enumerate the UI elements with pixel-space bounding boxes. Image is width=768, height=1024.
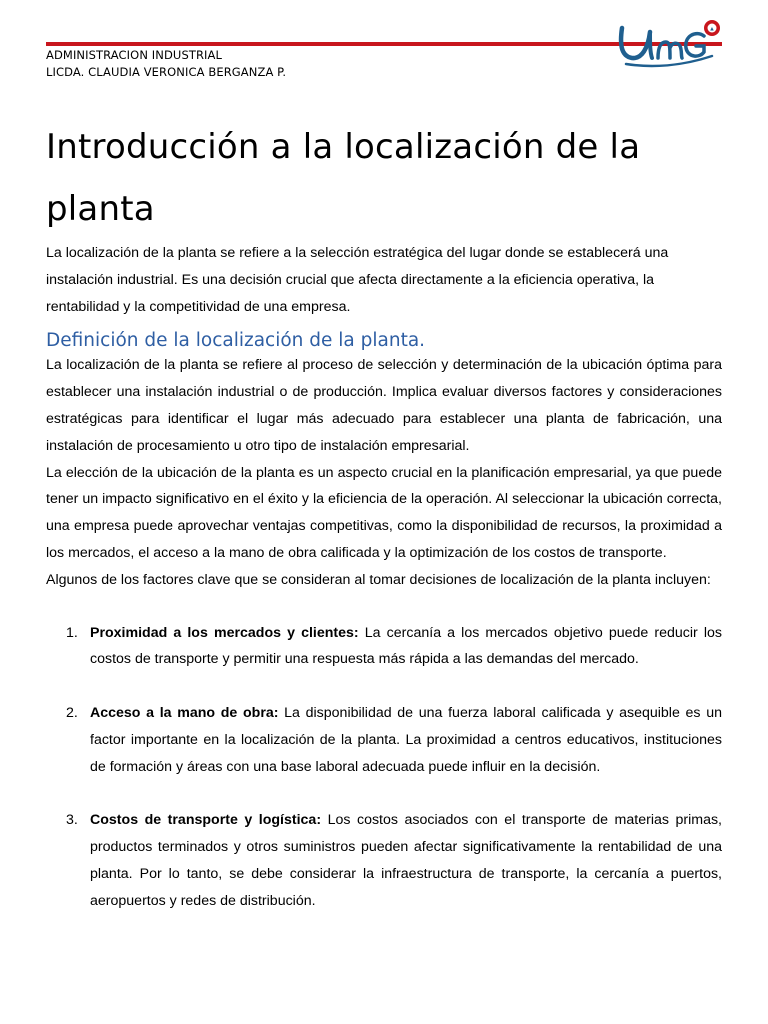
list-item [46,700,722,780]
list-item [46,620,722,674]
list-text: La cercanía a los mercados objetivo puede reducir los costos de transporte y permitir una respuesta más rápida a las demandas del mercado. [90,624,722,668]
page-title: Introducción a la localización de la planta [46,127,641,229]
list-text: La disponibilidad de una fuerza laboral calificada y asequible es un factor importante en la localización de la planta. La proximidad a centros educativos, instituciones de formación y áreas con una base laboral adecuada puede influir en la decisión. [90,704,722,775]
list-number: 1. [66,624,78,641]
list-number: 3. [66,812,78,829]
list-term: Acceso a la mano de obra: [90,704,279,721]
section-heading: Definición de la localización de la planta. [46,330,426,352]
paragraph-1: La localización de la planta se refiere al proceso de selección y determinación de la ubicación óptima para establecer una instalación industrial o de producción. Implica evaluar diversos factores y consideraciones estratégicas para identificar el lugar más adecuado para establecer una planta de fabricación, una instalación de procesamiento u otro tipo de instalación empresarial. [46,357,722,454]
header-teacher: LICDA. CLAUDIA VERONICA BERGANZA P. [46,65,287,79]
paragraph-3: Algunos de los factores clave que se consideran al tomar decisiones de localización de la planta incluyen: [46,571,711,588]
header-course: ADMINISTRACION INDUSTRIAL [46,48,223,62]
paragraph-2: La elección de la ubicación de la planta es un aspecto crucial en la planificación empresarial, ya que puede tener un impacto significativo en el éxito y la eficiencia de la operación. Al seleccionar la ubicación correcta, una empresa puede aprovechar ventajas competitivas, como la disponibilidad de recursos, la proximidad a los mercados, el acceso a la mano de obra calificada y la optimización de los costos de transporte. [46,464,722,561]
document-body [46,116,722,941]
list-item [46,807,722,914]
intro-paragraph: La localización de la planta se refiere a la selección estratégica del lugar donde se establecerá una instalación industrial. Es una decisión crucial que afecta directamente a la eficiencia operativa, la rentabilidad y la competitividad de una empresa. [46,245,669,315]
list-text: Los costos asociados con el transporte de materias primas, productos terminados y otros suministros pueden afectar significativamente la rentabilidad de una planta. Por lo tanto, se debe considerar la infraestructura de transporte, la cercanía a puertos, aeropuertos y redes de distribución. [90,812,722,909]
list-term: Proximidad a los mercados y clientes: [90,624,359,641]
umg-logo [612,18,724,70]
list-number: 2. [66,704,78,721]
factors-list [46,620,722,915]
document-header [46,47,286,81]
logo-seal-text: ▲ [709,26,715,33]
list-term: Costos de transporte y logística: [90,812,322,829]
